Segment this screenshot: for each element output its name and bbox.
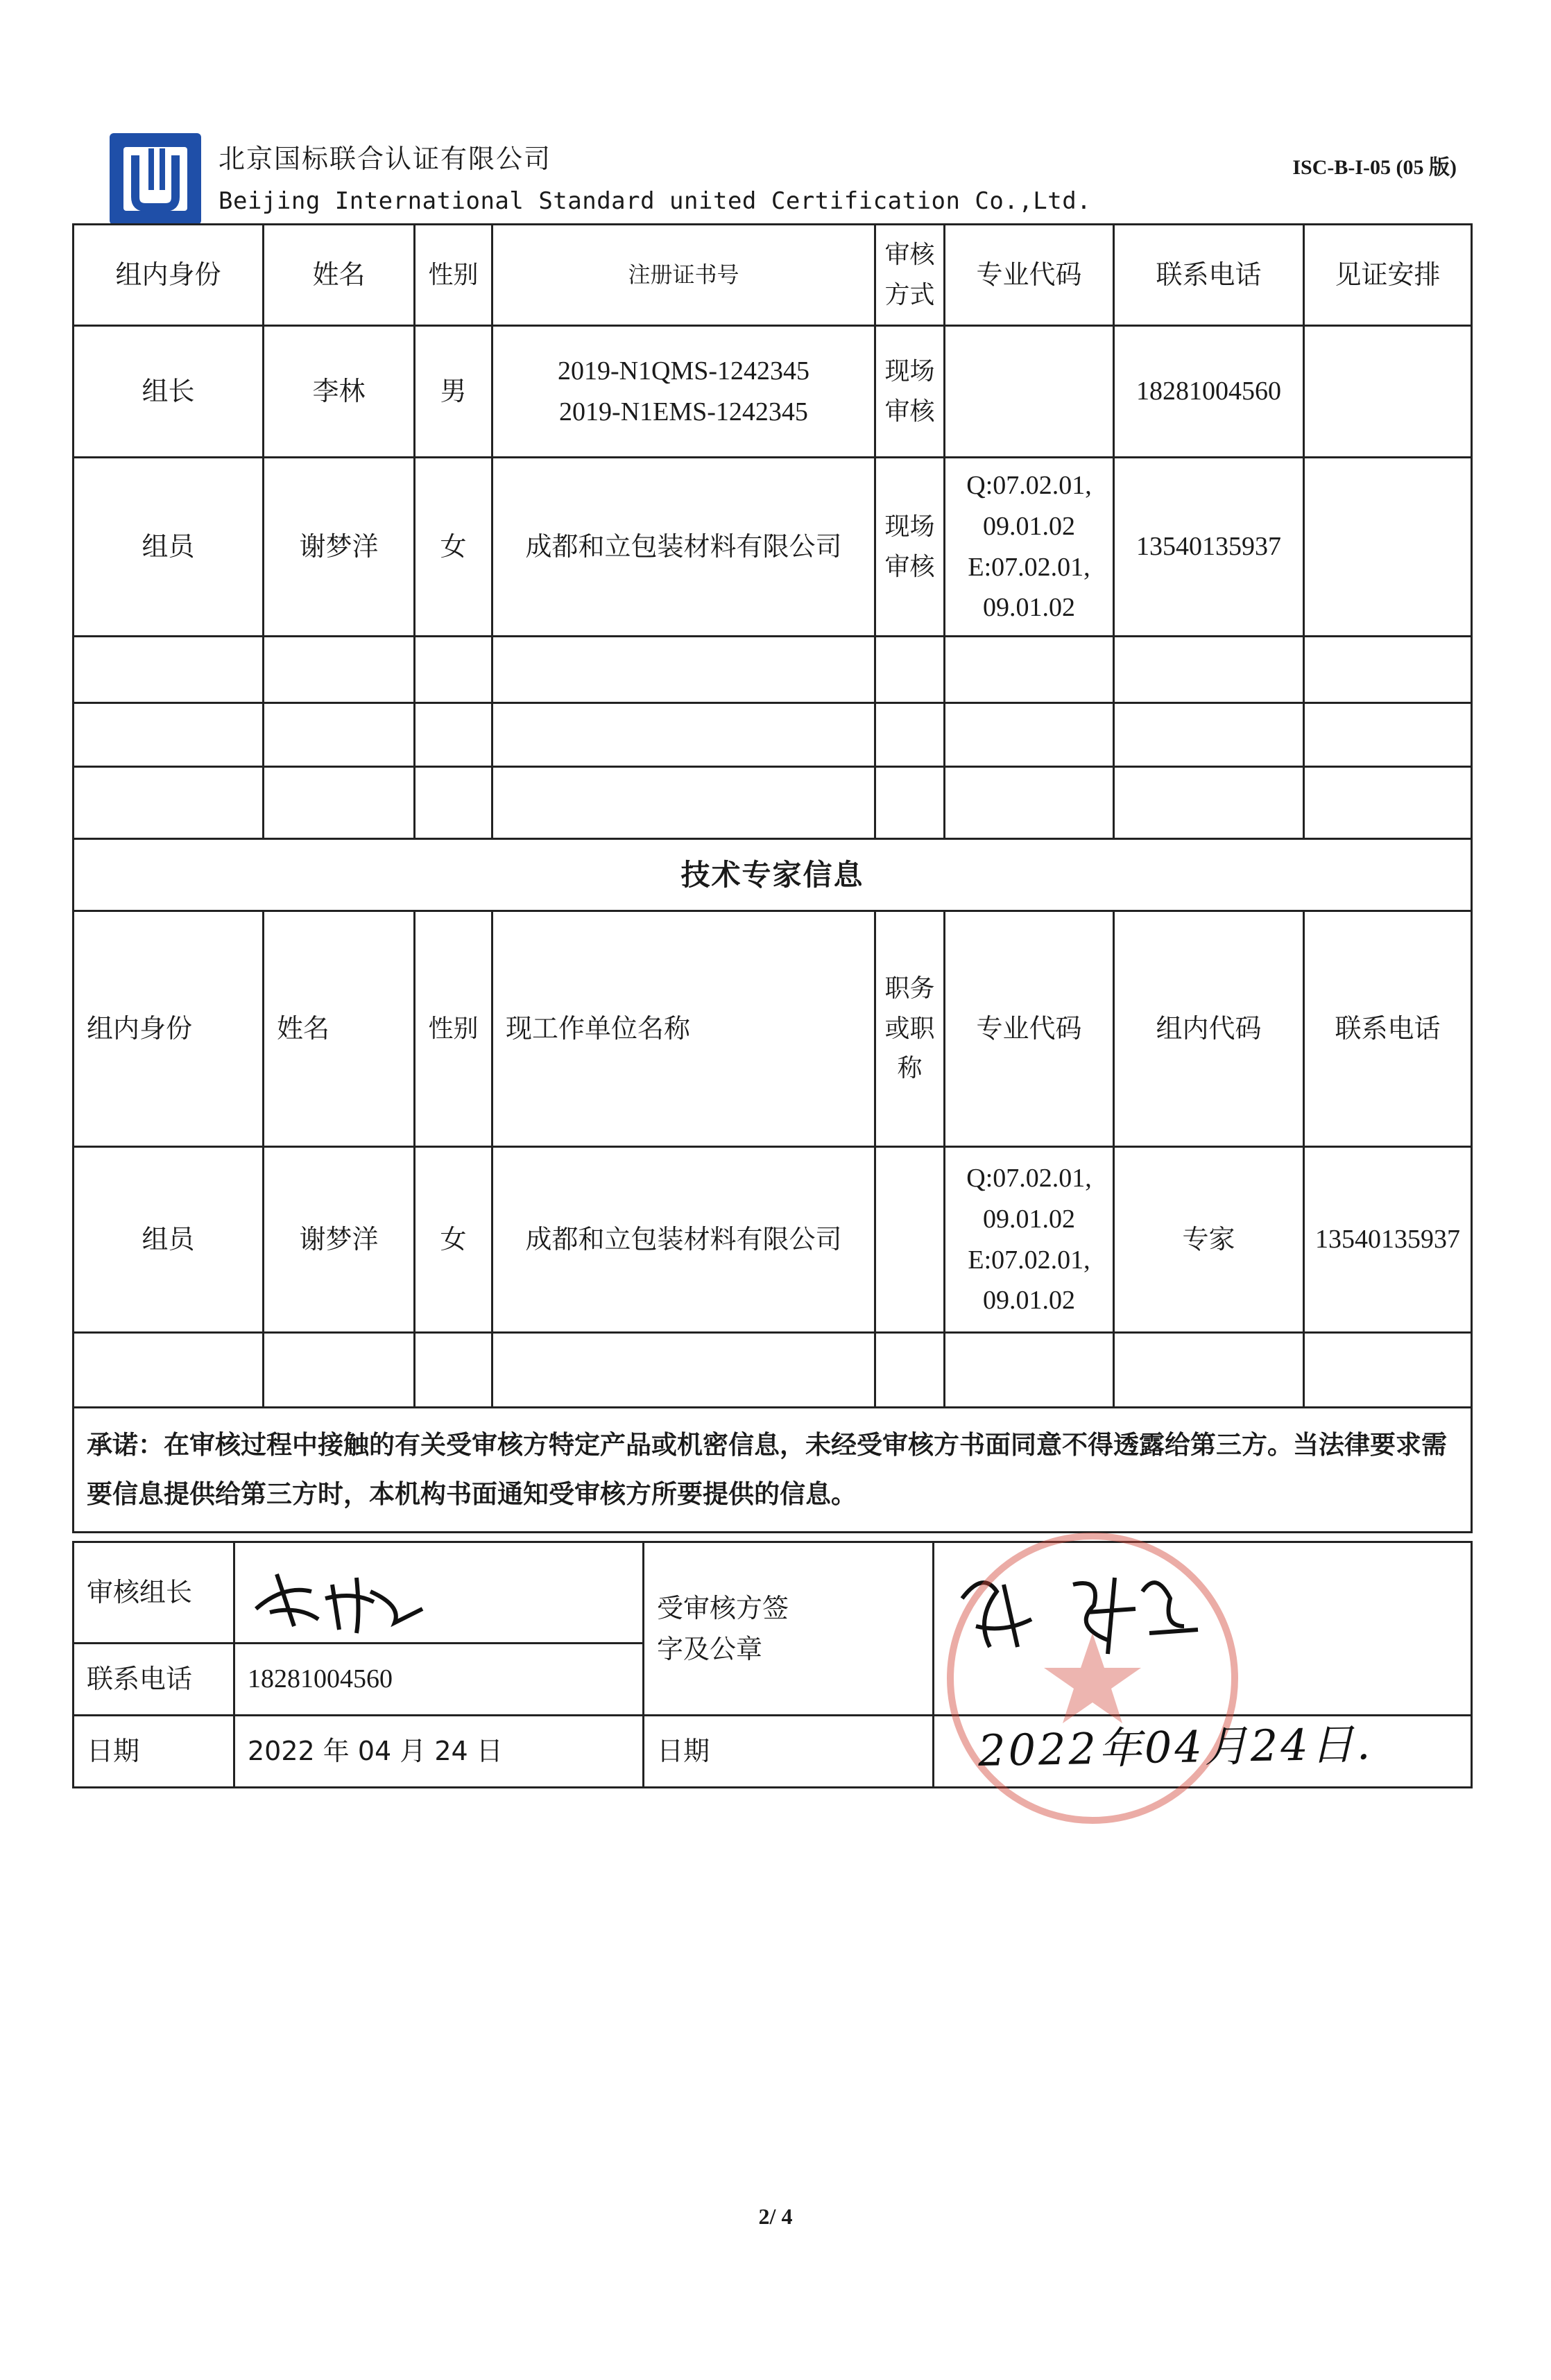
empty-row bbox=[74, 767, 1472, 839]
expert-header-group-code: 组内代码 bbox=[1114, 911, 1304, 1147]
phone-label: 联系电话 bbox=[74, 1644, 234, 1716]
empty-row bbox=[74, 1333, 1472, 1408]
team-header-row bbox=[74, 225, 1472, 326]
leader-label: 审核组长 bbox=[74, 1542, 234, 1644]
leader-signature-image bbox=[235, 1543, 644, 1644]
auditee-date-handwritten: 2022年04月24日. bbox=[977, 1718, 1373, 1776]
header-cert: 注册证书号 bbox=[492, 225, 875, 326]
auditee-signature-image bbox=[934, 1543, 1473, 1716]
table-row bbox=[74, 326, 1472, 458]
expert-cell-company: 成都和立包装材料有限公司 bbox=[492, 1147, 875, 1333]
cell-name: 李林 bbox=[264, 326, 415, 458]
cell-role: 组长 bbox=[74, 326, 264, 458]
expert-header-role: 组内身份 bbox=[74, 911, 264, 1147]
auditee-date-label: 日期 bbox=[644, 1716, 934, 1788]
cell-cert: 成都和立包装材料有限公司 bbox=[492, 458, 875, 637]
cert-line: 2019-N1QMS-1242345 bbox=[557, 356, 810, 386]
cell-phone: 18281004560 bbox=[1114, 326, 1304, 458]
cell-gender: 女 bbox=[415, 458, 492, 637]
expert-cell-role: 组员 bbox=[74, 1147, 264, 1333]
expert-section-title-row bbox=[74, 839, 1472, 911]
header-phone: 联系电话 bbox=[1114, 225, 1304, 326]
audit-team-table bbox=[72, 223, 1473, 1533]
cell-witness bbox=[1304, 326, 1472, 458]
page-number: 2/ 4 bbox=[758, 2204, 793, 2229]
header-code: 专业代码 bbox=[945, 225, 1114, 326]
expert-header-gender: 性别 bbox=[415, 911, 492, 1147]
leader-signature bbox=[234, 1542, 644, 1644]
auditee-label: 受审核方签字及公章 bbox=[644, 1542, 934, 1716]
date-value: 2022 年 04 月 24 日 bbox=[234, 1716, 644, 1788]
cell-witness bbox=[1304, 458, 1472, 637]
cell-phone: 13540135937 bbox=[1114, 458, 1304, 637]
expert-header-title: 职务或职称 bbox=[875, 911, 945, 1147]
expert-cell-phone: 13540135937 bbox=[1304, 1147, 1472, 1333]
expert-header-phone: 联系电话 bbox=[1304, 911, 1472, 1147]
expert-header-name: 姓名 bbox=[264, 911, 415, 1147]
leader-signature-row bbox=[74, 1542, 1472, 1644]
empty-row bbox=[74, 637, 1472, 703]
expert-header-row bbox=[74, 911, 1472, 1147]
header-name: 姓名 bbox=[264, 225, 415, 326]
expert-cell-title bbox=[875, 1147, 945, 1333]
cell-gender: 男 bbox=[415, 326, 492, 458]
auditee-signature bbox=[934, 1542, 1472, 1716]
expert-cell-name: 谢梦洋 bbox=[264, 1147, 415, 1333]
header-gender: 性别 bbox=[415, 225, 492, 326]
org-name-cn: 北京国标联合认证有限公司 bbox=[218, 144, 552, 174]
table-row bbox=[74, 1147, 1472, 1333]
expert-cell-gender: 女 bbox=[415, 1147, 492, 1333]
form-code: ISC-B-I-05 (05 版) bbox=[1292, 156, 1457, 179]
empty-row bbox=[74, 703, 1472, 767]
cell-code: Q:07.02.01, 09.01.02 E:07.02.01, 09.01.02 bbox=[945, 458, 1114, 637]
cell-code bbox=[945, 326, 1114, 458]
cell-method: 现场审核 bbox=[875, 458, 945, 637]
pledge-text: 承诺：在审核过程中接触的有关受审核方特定产品或机密信息，未经受审核方书面同意不得透露给第三方。当法律要求需要信息提供给第三方时，本机构书面通知受审核方所要提供的信息。 bbox=[74, 1408, 1472, 1533]
pledge-row bbox=[74, 1408, 1472, 1533]
date-label: 日期 bbox=[74, 1716, 234, 1788]
header-method: 审核方式 bbox=[875, 225, 945, 326]
cell-name: 谢梦洋 bbox=[264, 458, 415, 637]
header-role: 组内身份 bbox=[74, 225, 264, 326]
header-witness: 见证安排 bbox=[1304, 225, 1472, 326]
expert-cell-group-code: 专家 bbox=[1114, 1147, 1304, 1333]
org-name-en: Beijing International Standard united Certification Co.,Ltd. bbox=[218, 187, 1092, 215]
company-logo bbox=[104, 128, 208, 232]
expert-cell-code: Q:07.02.01, 09.01.02 E:07.02.01, 09.01.02 bbox=[945, 1147, 1114, 1333]
cell-method: 现场审核 bbox=[875, 326, 945, 458]
cell-role: 组员 bbox=[74, 458, 264, 637]
cell-cert bbox=[492, 326, 875, 458]
expert-header-company: 现工作单位名称 bbox=[492, 911, 875, 1147]
cert-line: 2019-N1EMS-1242345 bbox=[559, 397, 808, 426]
table-row bbox=[74, 458, 1472, 637]
expert-header-code: 专业代码 bbox=[945, 911, 1114, 1147]
section-title: 技术专家信息 bbox=[74, 839, 1472, 911]
phone-value: 18281004560 bbox=[234, 1644, 644, 1716]
